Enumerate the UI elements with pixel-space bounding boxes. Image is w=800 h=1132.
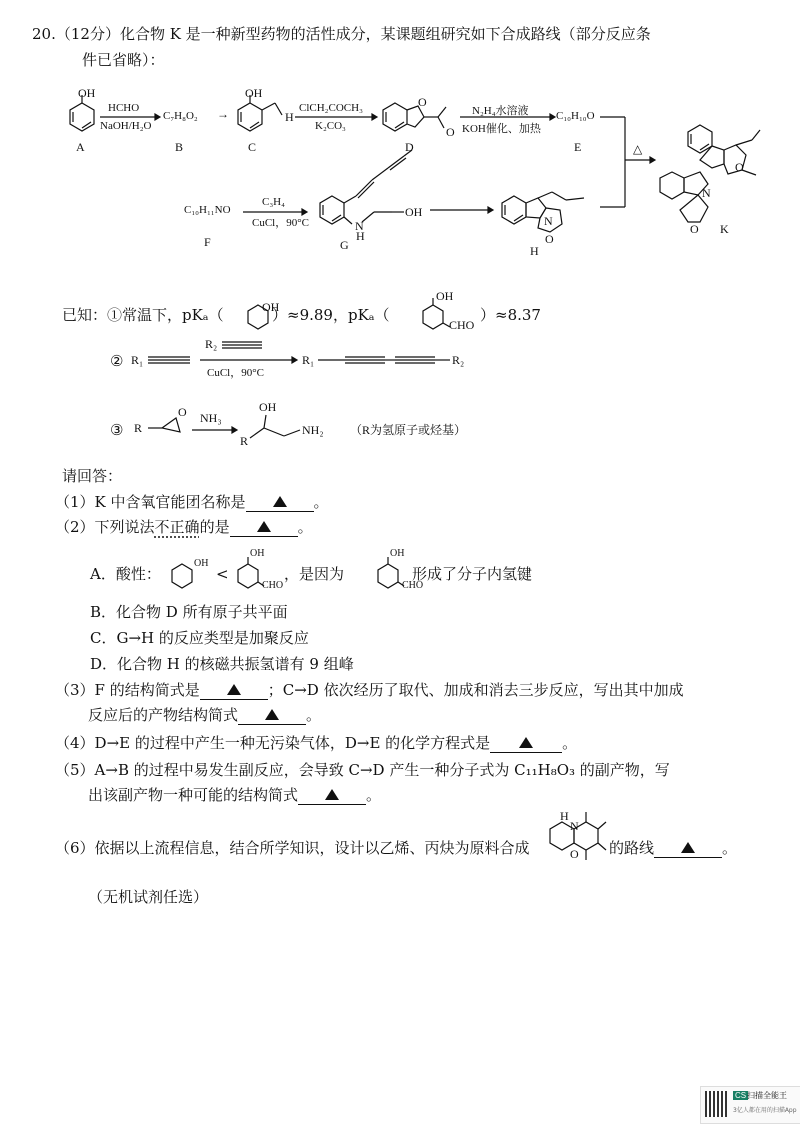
reagent-c-d-top: ClCH₂COCH₃ [299, 102, 363, 114]
q1-text: （1）K 中含氧官能团名称是 [55, 493, 246, 511]
known-3-oh: OH [259, 400, 277, 414]
option-d: D．化合物 H 的核磁共振氢谱有 9 组峰 [90, 655, 354, 673]
brand-tagline: 3亿人都在用的扫描App [733, 1107, 797, 1114]
triangle-icon [325, 789, 339, 800]
label-k: K [720, 222, 729, 236]
atom-o-k: O [735, 160, 744, 174]
reagent-c-d-bottom: K₂CO₃ [315, 120, 346, 132]
q3-answer-blank-2[interactable] [238, 704, 306, 725]
triangle-icon [519, 737, 533, 748]
compound-k-structure [660, 125, 760, 222]
reagent-note: （无机试剂任选） [88, 888, 209, 906]
known-3-nh2: NH₂ [302, 423, 324, 437]
q6-line [609, 838, 737, 859]
option-a-because: ，是因为 [284, 565, 345, 583]
known-oh-2: OH [436, 289, 454, 303]
q6-text: （6）依据以上流程信息，结合所学知识，设计以乙烯、丙炔为原料合成 [55, 839, 530, 857]
q4-end: 。 [562, 734, 578, 752]
formula-b: C₇H₈O₂ [163, 110, 198, 122]
q2-text-2: 的是 [199, 518, 230, 536]
phenol-icon-option-a [172, 564, 192, 588]
q6-end: 。 [722, 839, 738, 857]
known-3-o: O [178, 405, 187, 419]
atom-o-k2: O [690, 222, 699, 236]
atom-o-d: O [418, 95, 427, 109]
heat-symbol: △ [633, 142, 643, 156]
question-header: 20.（12分）化合物 K 是一种新型药物的活性成分，某课题组研究如下合成路线（部分反应条 [32, 25, 651, 43]
label-d: D [405, 140, 414, 154]
q3-text-2: ；C→D 依次经历了取代、加成和消去三步反应，写出其中加成 [267, 681, 684, 699]
option-a-reason: 形成了分子内氢键 [412, 565, 533, 583]
atom-n-g: N [355, 219, 364, 233]
q3-answer-blank-1[interactable] [200, 679, 268, 700]
q2-end: 。 [297, 518, 313, 536]
option-a-less: < [216, 565, 229, 583]
atom-o-d2: O [446, 125, 455, 139]
label-e: E [574, 140, 582, 154]
known-3-number: ③ [110, 421, 124, 439]
q4-text: （4）D→E 的过程中产生一种无污染气体，D→E 的化学方程式是 [55, 734, 491, 752]
q6-atom-n: N [570, 819, 579, 833]
q3-text: （3）F 的结构简式是 [55, 681, 200, 699]
q3-end: 。 [306, 706, 322, 724]
q5-answer-blank[interactable] [298, 784, 366, 805]
label-a: A [76, 140, 85, 154]
option-c: C．G→H 的反应类型是加聚反应 [90, 629, 309, 647]
q6-text-2: 的路线 [609, 839, 655, 857]
q3 [55, 680, 684, 701]
known-1-intro: 已知：①常温下，pKₐ（ [62, 306, 224, 324]
q2-answer-blank[interactable] [230, 516, 298, 537]
option-a-label: A．酸性： [90, 565, 161, 583]
option-a-oh-2: OH [250, 548, 265, 559]
q4-answer-blank[interactable] [490, 732, 562, 753]
atom-h-c: H [285, 110, 294, 124]
cs-logo-icon: CS [735, 1091, 747, 1100]
reagent-f-g-top: C₃H₄ [262, 196, 285, 208]
q3-text-3: 反应后的产物结构简式 [88, 706, 239, 724]
connector-b-c: → [217, 107, 229, 121]
known-cho: CHO [449, 318, 475, 332]
question-header-cont: 件已省略）： [82, 51, 165, 69]
atom-o-h: O [545, 232, 554, 246]
option-a-oh-3: OH [390, 548, 405, 559]
compound-d-structure [383, 103, 446, 131]
label-g: G [340, 238, 349, 252]
q2 [55, 517, 313, 538]
compound-h-structure [502, 192, 584, 232]
formula-e: C₁₀H₁₀O [556, 110, 595, 122]
scheme-drawing [0, 0, 800, 300]
label-c: C [248, 140, 257, 154]
known-3-r-product: R [240, 434, 249, 448]
q2-emphasis: 不正确 [154, 518, 200, 536]
q6-atom-o: O [570, 847, 579, 861]
reagent-d-e-top: N₂H₄水溶液 [472, 105, 529, 117]
triangle-icon [681, 842, 695, 853]
reagent-d-e-bottom: KOH催化、加热 [462, 123, 541, 135]
atom-oh-c: OH [245, 86, 263, 100]
compound-g-structure [320, 150, 412, 224]
q1 [55, 492, 329, 513]
atom-oh-g: OH [405, 205, 423, 219]
atom-nh-g: H [356, 229, 365, 243]
known-1-mid2: ）≈8.37 [480, 306, 541, 324]
q2-text: （2）下列说法 [55, 518, 155, 536]
triangle-icon [257, 521, 271, 532]
known-3-r: R [134, 421, 143, 435]
option-b: B．化合物 D 所有原子共平面 [90, 603, 288, 621]
scanner-watermark [700, 1086, 800, 1124]
known-r1: R₁ [131, 353, 144, 367]
q5-end: 。 [366, 786, 382, 804]
salicylaldehyde-icon-option-a-2 [378, 557, 404, 588]
known-r2-product: R₂ [452, 353, 465, 367]
known-r2: R₂ [205, 337, 218, 351]
answers-intro: 请回答： [62, 467, 123, 485]
q5-text-2: 出该副产物一种可能的结构简式 [88, 786, 299, 804]
known-2-number: ② [110, 352, 124, 370]
q4 [55, 733, 577, 754]
reagent-a-b-top: HCHO [108, 102, 140, 114]
known-1-mid1: ）≈9.89，pKₐ（ [272, 306, 390, 324]
known-oh-1: OH [262, 300, 280, 314]
known-r1-product: R₁ [302, 353, 315, 367]
q6-atom-h: H [560, 809, 569, 823]
atom-n-k: N [702, 186, 711, 200]
q1-answer-blank[interactable] [246, 491, 314, 512]
q1-end: 。 [313, 493, 329, 511]
reagent-f-g-bottom: CuCl，90°C [252, 217, 309, 229]
q5-line2 [88, 785, 381, 806]
brand-name: 扫描全能王 [747, 1091, 787, 1100]
q5: （5）A→B 的过程中易发生副反应，会导致 C→D 产生一种分子式为 C₁₁H₈O₃ 的副产物，写 [55, 761, 670, 779]
known-2-cond: CuCl，90°C [207, 367, 264, 379]
label-b: B [175, 140, 184, 154]
option-a-cho-2: CHO [402, 580, 424, 591]
label-f: F [204, 235, 211, 249]
q6-answer-blank[interactable] [654, 837, 722, 858]
qr-code-icon [705, 1091, 727, 1117]
salicylaldehyde-icon-option-a [238, 557, 264, 588]
known-3-note: （R为氢原子或烃基） [350, 423, 467, 437]
known-3-nh3: NH₃ [200, 411, 222, 425]
triangle-icon [265, 709, 279, 720]
formula-f: C₁₀H₁₁NO [184, 204, 231, 216]
reagent-a-b-bottom: NaOH/H₂O [100, 120, 152, 132]
option-a-cho-1: CHO [262, 580, 284, 591]
option-a-oh-1: OH [194, 558, 209, 569]
triangle-icon [227, 684, 241, 695]
atom-oh-a: OH [78, 86, 96, 100]
triangle-icon [273, 496, 287, 507]
q3-line2 [88, 705, 321, 726]
atom-n-h: N [544, 214, 553, 228]
label-h: H [530, 244, 539, 258]
